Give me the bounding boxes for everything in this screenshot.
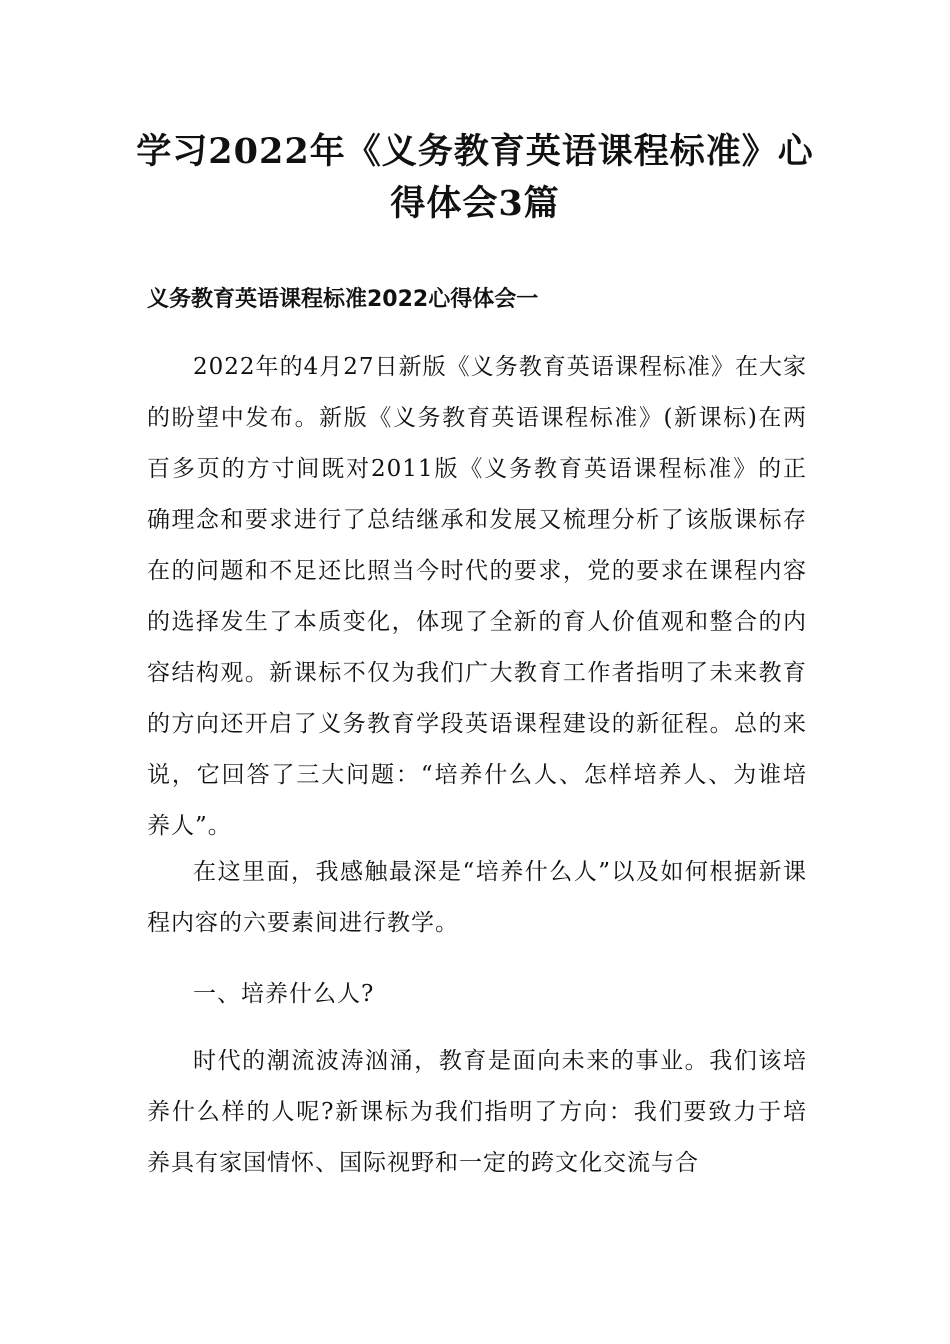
paragraph-reflection: 在这里面，我感触最深是“培养什么人”以及如何根据新课程内容的六要素间进行教学。 xyxy=(147,859,807,936)
paragraph-body: 时代的潮流波涛汹涌，教育是面向未来的事业。我们该培养什么样的人呢?新课标为我们指明了方向：我们要致力于培养具有家国情怀、国际视野和一定的跨文化交流与合 xyxy=(147,1048,807,1176)
paragraph-intro: 2022年的4月27日新版《义务教育英语课程标准》在大家的盼望中发布。新版《义务教育英语课程标准》(新课标)在两百多页的方寸间既对2011版《义务教育英语课程标准》的正确理念和要求进行了总结继承和发展又梳理分析了该版课标存在的问题和不足还比照当今时代的要求，党的要求在课程内容的选择发生了本质变化，体现了全新的育人价值观和整合的内容结构观。新课标不仅为我们广大教育工作者指明了未来教育的方向还开启了义务教育学段英语课程建设的新征程。总的来说，它回答了三大问题：“培养什么人、怎样培养人、为谁培养人”。 xyxy=(147,354,807,839)
document-body xyxy=(147,342,807,1189)
paragraph-subheading: 一、培养什么人? xyxy=(193,981,375,1007)
document-title: 学习2022年《义务教育英语课程标准》心得体会3篇 xyxy=(136,131,814,224)
section-heading: 义务教育英语课程标准2022心得体会一 xyxy=(147,287,539,312)
